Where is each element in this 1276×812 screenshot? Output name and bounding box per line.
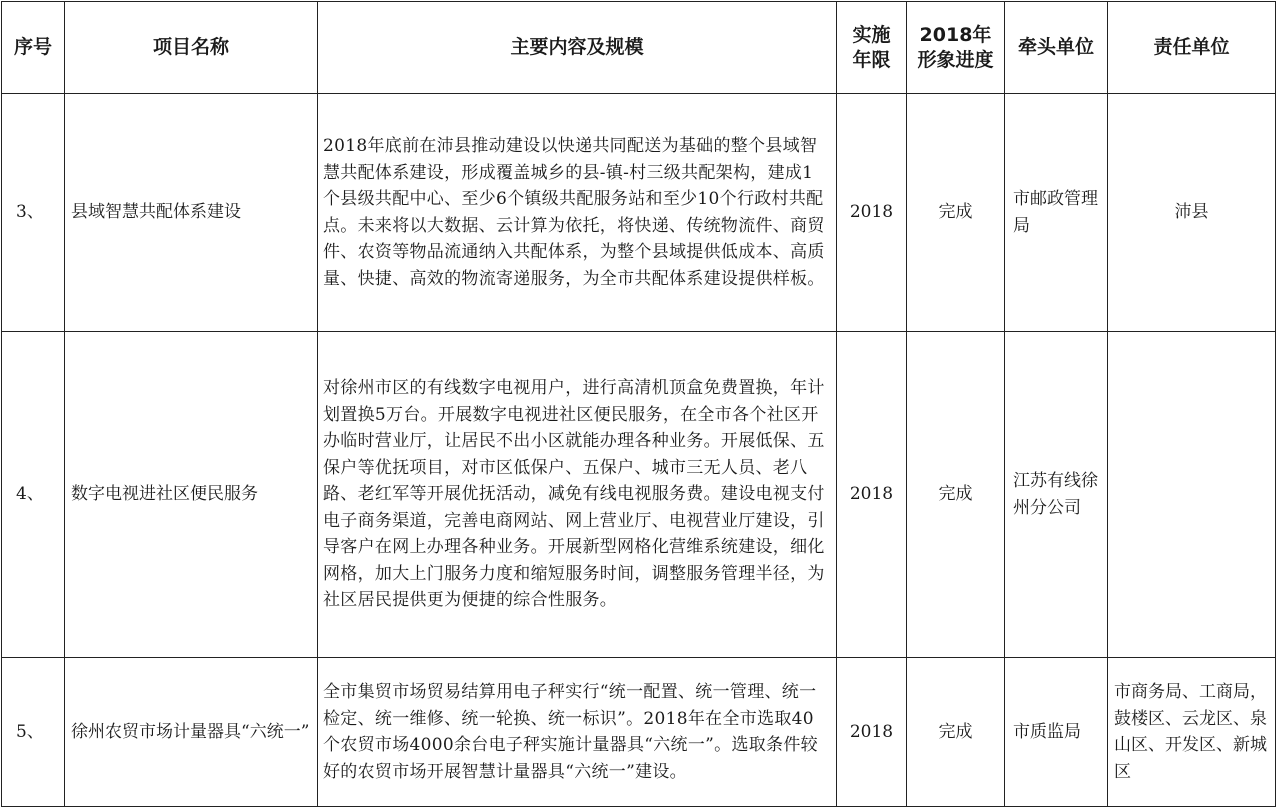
row-seq: 4、 (2, 332, 65, 658)
row-seq: 5、 (2, 658, 65, 807)
header-row (2, 2, 1276, 94)
row-content: 全市集贸市场贸易结算用电子秤实行“统一配置、统一管理、统一检定、统一维修、统一轮换、统一标识”。2018年在全市选取40个农贸市场4000余台电子秤实施计量器具“六统一”。选取条件较好的农贸市场开展智慧计量器具“六统一”建设。 (318, 658, 837, 807)
row-responsible-unit (1108, 332, 1276, 658)
header-progress (907, 2, 1005, 94)
table-row (2, 94, 1276, 332)
row-responsible-unit: 沛县 (1108, 94, 1276, 332)
header-resp: 责任单位 (1108, 2, 1276, 94)
header-content: 主要内容及规模 (318, 2, 837, 94)
row-project-name: 县域智慧共配体系建设 (65, 94, 318, 332)
header-period-line2: 年限 (852, 48, 891, 71)
row-period: 2018 (837, 332, 907, 658)
row-progress: 完成 (907, 94, 1005, 332)
row-seq: 3、 (2, 94, 65, 332)
header-period (837, 2, 907, 94)
row-period: 2018 (837, 658, 907, 807)
header-progress-line2: 形象进度 (917, 48, 994, 71)
header-lead: 牵头单位 (1005, 2, 1108, 94)
row-lead-unit: 市质监局 (1005, 658, 1108, 807)
row-progress: 完成 (907, 658, 1005, 807)
row-project-name: 徐州农贸市场计量器具“六统一” (65, 658, 318, 807)
row-responsible-unit: 市商务局、工商局，鼓楼区、云龙区、泉山区、开发区、新城区 (1108, 658, 1276, 807)
header-name: 项目名称 (65, 2, 318, 94)
row-lead-unit: 市邮政管理局 (1005, 94, 1108, 332)
header-period-line1: 实施 (852, 23, 891, 46)
row-content: 对徐州市区的有线数字电视用户，进行高清机顶盒免费置换，年计划置换5万台。开展数字电视进社区便民服务，在全市各个社区开办临时营业厅，让居民不出小区就能办理各种业务。开展低保、五保户等优抚项目，对市区低保户、五保户、城市三无人员、老八路、老红军等开展优抚活动，减免有线电视服务费。建设电视支付电子商务渠道，完善电商网站、网上营业厅、电视营业厅建设，引导客户在网上办理各种业务。开展新型网格化营维系统建设，细化网格，加大上门服务力度和缩短服务时间，调整服务管理半径，为社区居民提供更为便捷的综合性服务。 (318, 332, 837, 658)
row-lead-unit: 江苏有线徐州分公司 (1005, 332, 1108, 658)
table-row (2, 332, 1276, 658)
row-content: 2018年底前在沛县推动建设以快递共同配送为基础的整个县域智慧共配体系建设，形成覆盖城乡的县-镇-村三级共配架构，建成1个县级共配中心、至少6个镇级共配服务站和至少10个行政村共配点。未来将以大数据、云计算为依托，将快递、传统物流件、商贸件、农资等物品流通纳入共配体系，为整个县域提供低成本、高质量、快捷、高效的物流寄递服务，为全市共配体系建设提供样板。 (318, 94, 837, 332)
row-project-name: 数字电视进社区便民服务 (65, 332, 318, 658)
table-row (2, 658, 1276, 807)
row-progress: 完成 (907, 332, 1005, 658)
header-progress-line1: 2018年 (919, 23, 992, 46)
row-period: 2018 (837, 94, 907, 332)
header-seq: 序号 (2, 2, 65, 94)
project-table (1, 1, 1276, 807)
